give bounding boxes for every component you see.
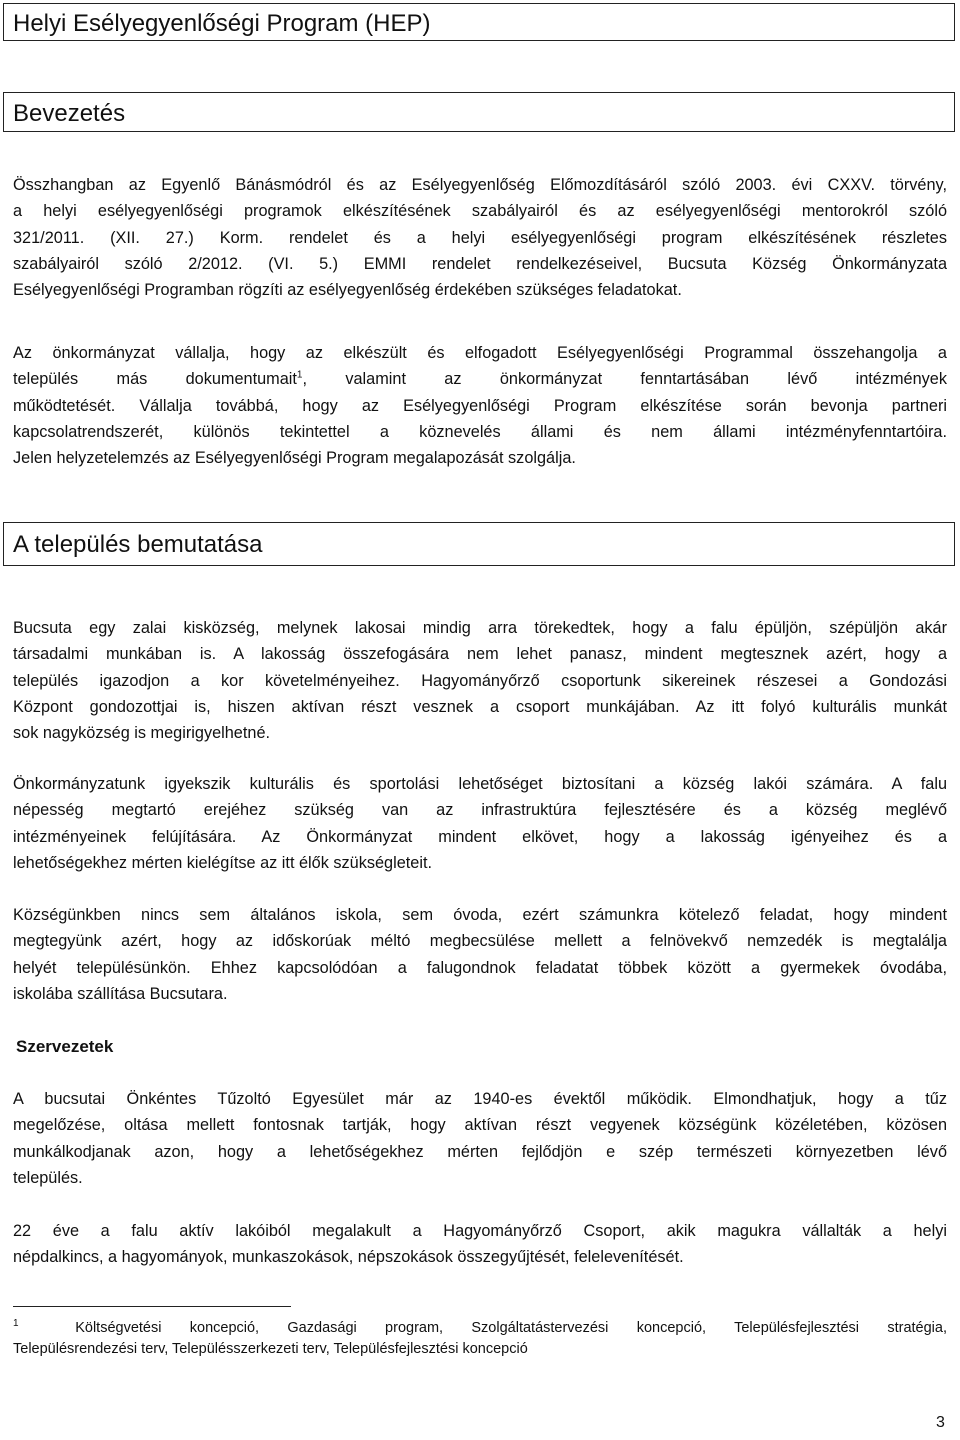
footnote: [13, 1318, 947, 1360]
szervezetek-paragraph-1: [13, 1086, 947, 1191]
text-line: 321/2011. (XII. 27.) Korm. rendelet és a helyi esélyegyenlőségi program elkészítésének részletes: [13, 228, 947, 247]
telepules-paragraph-2: [13, 771, 947, 876]
section-heading-intro: Bevezetés: [13, 100, 126, 127]
document-title: Helyi Esélyegyenlőségi Program (HEP): [13, 10, 431, 37]
text-line: megtegyünk azért, hogy az időskorúak méltó megbecsülése mellett a felnövekvő nemzedék is megtalálja: [13, 932, 947, 951]
text-line: Az önkormányzat vállalja, hogy az elkészült és elfogadott Esélyegyenlőségi Programmal összehangolja a: [13, 344, 947, 362]
subheading-szervezetek: Szervezetek: [16, 1037, 114, 1056]
page-number: 3: [936, 1414, 945, 1431]
footnote-line: [13, 1318, 947, 1339]
text-line: A bucsutai Önkéntes Tűzoltó Egyesület már az 1940-es évektől működik. Elmondhatjuk, hogy a tűz: [13, 1090, 947, 1108]
text-line: Jelen helyzetelemzés az Esélyegyenlőségi Program megalapozását szolgálja.: [13, 449, 576, 468]
szervezetek-paragraph-2: [13, 1218, 947, 1271]
section-heading-telepules: A település bemutatása: [13, 531, 263, 558]
text-segment: település más dokumentumait: [13, 370, 297, 389]
text-line: működtetését. Vállalja továbbá, hogy az Esélyegyenlőségi Program elkészítése során bevonja partneri: [13, 396, 947, 415]
footnote-separator: [13, 1306, 291, 1307]
document-title-box: [3, 3, 955, 41]
text-line: munkálkodjanak azon, hogy a lehetőségekhez mérten fejlődjön e szép természeti környezetben lévő: [13, 1142, 947, 1161]
intro-paragraph-1: [13, 172, 947, 303]
text-line: település igazodjon a kor követelményeihez. Hagyományőrző csoportunk sikereinek részesei a Gondozási: [13, 671, 947, 690]
text-line: iskolába szállítása Bucsutara.: [13, 984, 228, 1003]
text-line: Községünkben nincs sem általános iskola, sem óvoda, ezért számunkra kötelező feladat, hogy mindent: [13, 906, 947, 924]
text-line: szabályairól szóló 2/2012. (VI. 5.) EMMI rendelet rendelkezéseivel, Bucsuta Község Önkormányzata: [13, 254, 947, 273]
text-line-with-footnote: [13, 366, 947, 392]
text-line: lehetőségekhez mérten kielégítse az itt élők szükségleteit.: [13, 853, 433, 872]
section-heading-box-telepules: [3, 522, 955, 566]
section-heading-box-intro: [3, 92, 955, 132]
text-line: népdalkincs, a hagyományok, munkaszokások, népszokások összegyűjtését, felelevenítését.: [13, 1248, 684, 1267]
text-line: 22 éve a falu aktív lakóiból megalakult a Hagyományőrző Csoport, akik magukra vállalták a helyi: [13, 1222, 947, 1240]
intro-paragraph-2: [13, 340, 947, 471]
text-line: a helyi esélyegyenlőségi programok elkészítésének szabályairól és az esélyegyenlőségi mentorokról szóló: [13, 202, 947, 221]
text-line: sok nagyközség is megirigyelhetné.: [13, 724, 271, 743]
telepules-paragraph-1: [13, 615, 947, 746]
text-line: Önkormányzatunk igyekszik kulturális és sportolási lehetőséget biztosítani a község lakói számára. A falu: [13, 775, 947, 793]
text-line: kapcsolatrendszerét, különös tekintettel a köznevelés állami és nem állami intézményfenntartóira.: [13, 422, 947, 441]
text-segment: , valamint az önkormányzat fenntartásában lévő intézmények: [302, 370, 947, 389]
text-line: Központ gondozottjai is, hiszen aktívan részt vesznek a csoport munkájában. Az itt folyó kulturális munkát: [13, 697, 947, 716]
text-line: népesség megtartó erejéhez szükség van az infrastruktúra fejlesztésére és a község meglévő: [13, 801, 947, 820]
text-line: intézményeinek felújítására. Az Önkormányzat mindent elkövet, hogy a lakosság igényeihez és a: [13, 827, 947, 846]
footnote-mark: 1: [13, 1318, 19, 1330]
footnote-line: Településrendezési terv, Településszerkezeti terv, Településfejlesztési koncepció: [13, 1341, 528, 1357]
text-line: Összhangban az Egyenlő Bánásmódról és az Esélyegyenlőség Előmozdításáról szóló 2003. évi CXXV. törvény,: [13, 176, 947, 194]
footnote-reference: 1: [296, 369, 303, 381]
text-line: település.: [13, 1168, 83, 1187]
text-line: Bucsuta egy zalai kisközség, melynek lakosai mindig arra törekedtek, hogy a falu épüljön, szépüljön akár: [13, 619, 947, 637]
text-line: megelőzése, oltása mellett fontosnak tartják, hogy aktívan részt vegyenek községünk közéletében, közösen: [13, 1116, 947, 1135]
telepules-paragraph-3: [13, 902, 947, 1007]
text-line: Esélyegyenlőségi Programban rögzíti az esélyegyenlőség érdekében szükséges feladatokat.: [13, 281, 682, 300]
text-line: társadalmi munkában is. A lakosság összefogására nem lehet panasz, mindent megtesznek azért, hogy a: [13, 645, 947, 664]
text-line: helyét településünkön. Ehhez kapcsolódóan a falugondnok feladatat többek között a gyermekek óvodába,: [13, 958, 947, 977]
footnote-text: Költségvetési koncepció, Gazdasági program, Szolgáltatástervezési koncepció, Településfejlesztési stratégia,: [75, 1320, 947, 1336]
